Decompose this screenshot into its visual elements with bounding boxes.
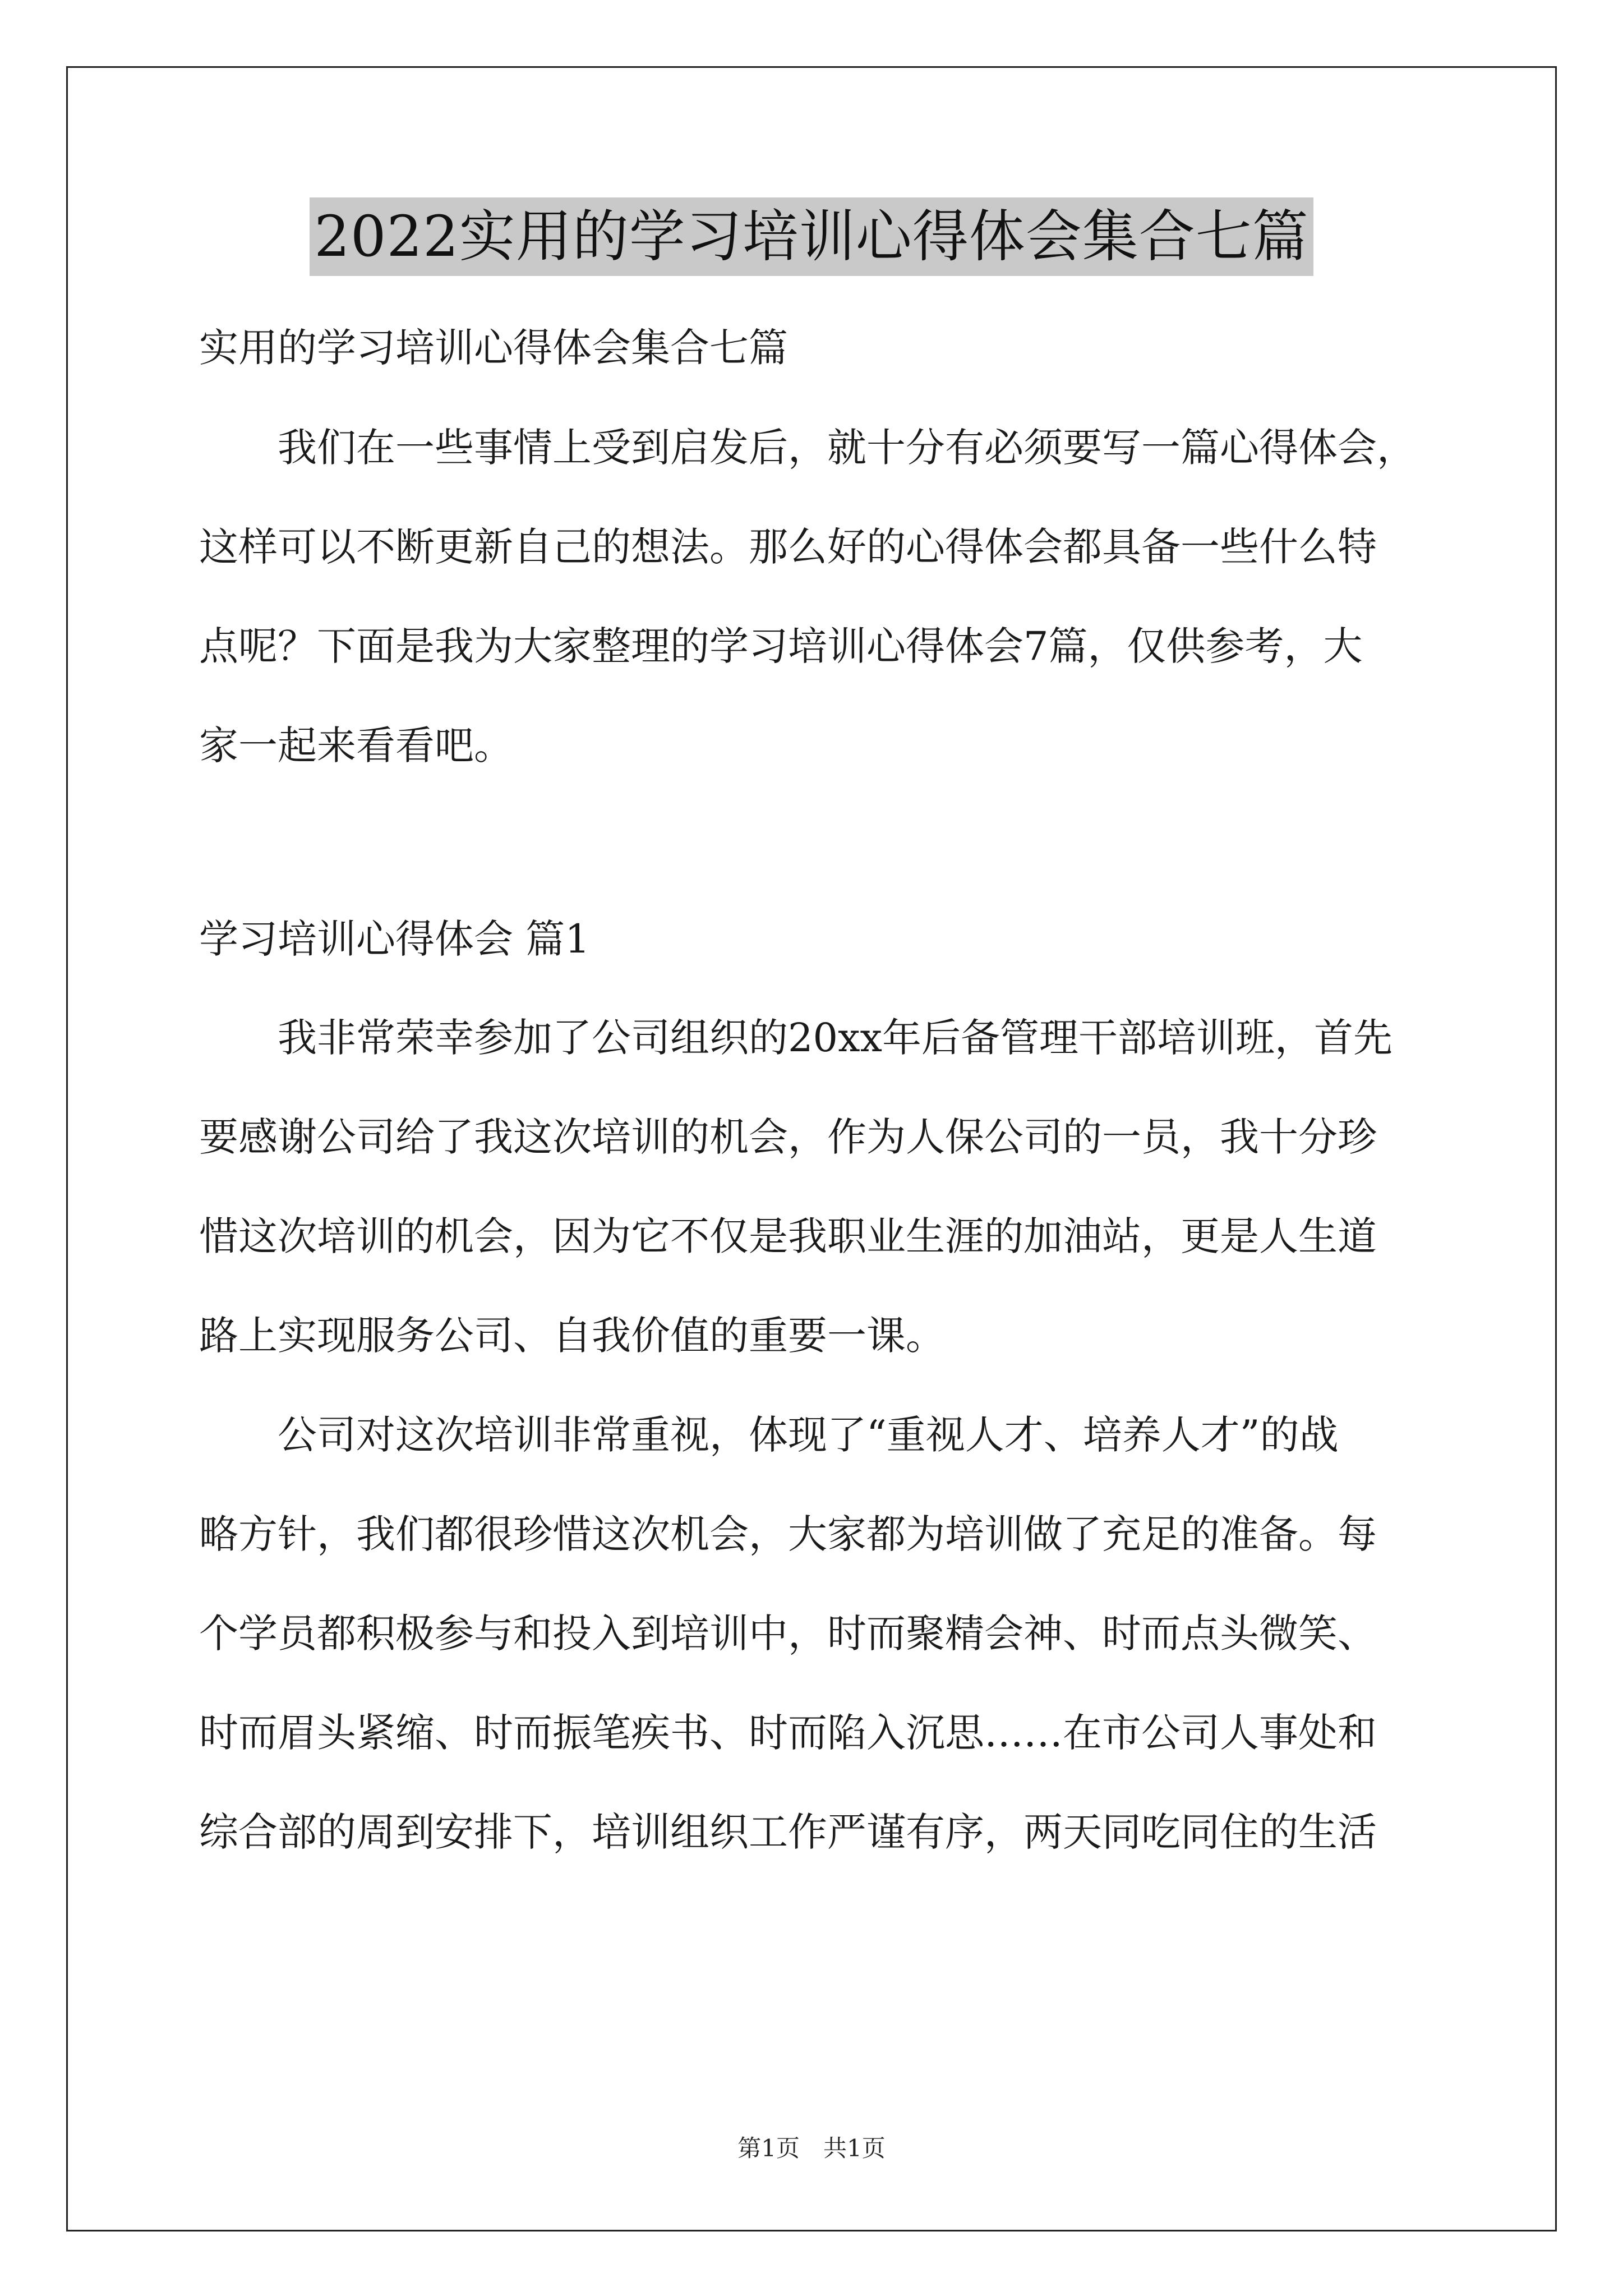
document-subtitle: 实用的学习培训心得体会集合七篇 [199,325,788,371]
intro-line: 家一起来看看吧。 [199,723,513,769]
paragraph-line: 我非常荣幸参加了公司组织的20xx年后备管理干部培训班，首先 [199,1015,1393,1061]
paragraph-line: 惜这次培训的机会，因为它不仅是我职业生涯的加油站，更是人生道 [199,1213,1377,1259]
title-container [0,197,1623,276]
page-number-footer: 第1页 共1页 [737,2134,886,2162]
paragraph-line: 时而眉头紧缩、时而振笔疾书、时而陷入沉思……在市公司人事处和 [199,1710,1377,1756]
intro-line: 我们在一些事情上受到启发后，就十分有必须要写一篇心得体会， [199,425,1416,471]
document-body [199,306,1438,1857]
paragraph-line: 个学员都积极参与和投入到培训中，时而聚精会神、时而点头微笑、 [199,1611,1377,1657]
intro-line: 点呢？下面是我为大家整理的学习培训心得体会7篇，仅供参考，大 [199,623,1363,669]
intro-line: 这样可以不断更新自己的想法。那么好的心得体会都具备一些什么特 [199,524,1377,570]
document-title: 2022实用的学习培训心得体会集合七篇 [310,197,1313,276]
intro-paragraph [199,422,1438,771]
paragraph-line: 路上实现服务公司、自我价值的重要一课。 [199,1313,945,1359]
section1-paragraph-1 [199,1013,1438,1361]
paragraph-line: 略方针，我们都很珍惜这次机会，大家都为培训做了充足的准备。每 [199,1511,1377,1557]
paragraph-line: 公司对这次培训非常重视，体现了“重视人才、培养人才”的战 [199,1412,1339,1458]
section1-paragraph-2 [199,1410,1438,1857]
section-heading: 学习培训心得体会 篇1 [199,916,590,962]
paragraph-line: 要感谢公司给了我这次培训的机会，作为人保公司的一员，我十分珍 [199,1114,1377,1160]
paragraph-line: 综合部的周到安排下，培训组织工作严谨有序，两天同吃同住的生活 [199,1809,1377,1855]
